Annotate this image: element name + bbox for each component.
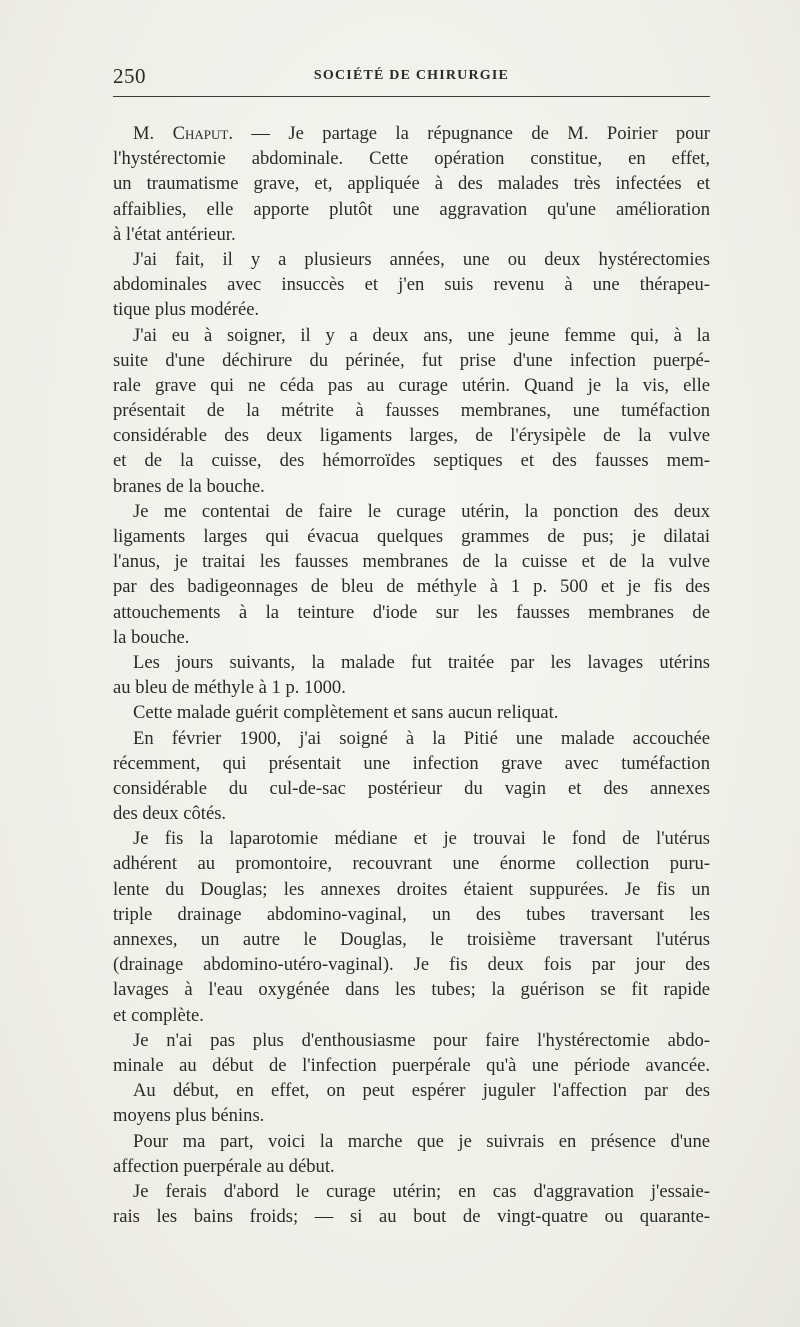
text-line: l'anus, je traitai les fausses membranes de la cuisse et de la vulve [113,551,710,573]
text-line: Les jours suivants, la malade fut traitée par les lavages utérins [133,651,710,673]
text-line: J'ai eu à soigner, il y a deux ans, une jeune femme qui, à la [133,324,710,346]
text-line: rais les bains froids; — si au bout de vingt-quatre ou quarante- [113,1206,710,1228]
paragraph [113,1078,710,1128]
text-line: J'ai fait, il y a plusieurs années, une ou deux hystérectomies [133,248,710,270]
text-line: affection puerpérale au début. [113,1155,335,1177]
text-line: lente du Douglas; les annexes droites étaient suppurées. Je fis un [113,878,710,900]
text-line: présentait de la métrite à fausses membranes, une tuméfaction [113,400,710,422]
text-line: des deux côtés. [113,803,227,825]
speaker-name: M. Chaput. [133,123,233,144]
running-head: SOCIÉTÉ DE CHIRURGIE [313,68,510,83]
text-line: récemment, qui présentait une infection grave avec tuméfaction [113,752,710,774]
text-line: considérable des deux ligaments larges, de l'érysipèle de la vulve [113,425,710,447]
text-line: minale au début de l'infection puerpérale qu'à une période avancée. [113,1054,710,1076]
text-line: moyens plus bénins. [113,1105,265,1127]
text-line: et de la cuisse, des hémorroïdes septiques et des fausses mem- [113,450,710,472]
text-line: Je ferais d'abord le curage utérin; en cas d'aggravation j'essaie- [133,1180,710,1202]
paragraph [113,826,710,1028]
text-line: considérable du cul-de-sac postérieur du vagin et des annexes [113,777,710,799]
paragraph [113,247,710,323]
text-line: lavages à l'eau oxygénée dans les tubes; la guérison se fit rapide [113,979,710,1001]
text-line: tique plus modérée. [113,299,260,321]
text-line: abdominales avec insuccès et j'en suis revenu à une thérapeu- [113,274,710,296]
page-header [113,60,710,97]
text-line: rale grave qui ne céda pas au curage utérin. Quand je la vis, elle [113,374,710,396]
text-line: ligaments larges qui évacua quelques grammes de pus; je dilatai [113,526,710,547]
text-line: triple drainage abdomino-vaginal, un des tubes traversant les [113,903,710,925]
text-line: Je me contentai de faire le curage utérin, la ponction des deux [133,500,710,522]
text-line: Au début, en effet, on peut espérer juguler l'affection par des [133,1080,710,1102]
text-line: Pour ma part, voici la marche que je suivrais en présence d'une [133,1130,710,1152]
text-line: attouchements à la teinture d'iode sur les fausses membranes de [113,601,710,623]
text-line: par des badigeonnages de bleu de méthyle à 1 p. 500 et je fis des [113,576,710,598]
paragraph [113,650,710,700]
text-line: branes de la bouche. [113,475,265,497]
text-line: et complète. [113,1004,204,1026]
text-line: un traumatisme grave, et, appliquée à des malades très infectées et [113,173,710,195]
text-line: (drainage abdomino-utéro-vaginal). Je fis deux fois par jour des [113,954,710,976]
paragraph [113,726,710,827]
text-line: suite d'une déchirure du périnée, fut prise d'une infection puerpé- [113,349,710,371]
text-line: affaiblies, elle apporte plutôt une aggravation qu'une amélioration [113,198,710,220]
text-line: au bleu de méthyle à 1 p. 1000. [113,677,346,699]
paragraph [113,499,710,650]
text-line: En février 1900, j'ai soigné à la Pitié une malade accouchée [133,727,710,749]
paragraph [113,1028,710,1078]
text-line: M. Chaput. — Je partage la répugnance de M. Poirier pour [133,123,711,144]
paragraph [113,700,710,725]
body-text [113,121,710,1229]
text-line: la bouche. [113,626,190,648]
text-line: Cette malade guérit complètement et sans aucun reliquat. [133,702,559,724]
text-line: Je n'ai pas plus d'enthousiasme pour faire l'hystérectomie abdo- [133,1029,710,1051]
page-number: 250 [113,64,146,88]
text-line: l'hystérectomie abdominale. Cette opération constitue, en effet, [113,148,710,170]
text-line: annexes, un autre le Douglas, le troisième traversant l'utérus [113,929,710,950]
paragraph [113,1129,710,1179]
paragraph [113,323,710,499]
text-line: Je fis la laparotomie médiane et je trouvai le fond de l'utérus [133,828,710,850]
text-line: à l'état antérieur. [113,223,236,245]
paragraph [113,121,710,247]
text-line: adhérent au promontoire, recouvrant une énorme collection puru- [113,853,710,875]
paragraph [113,1179,710,1229]
